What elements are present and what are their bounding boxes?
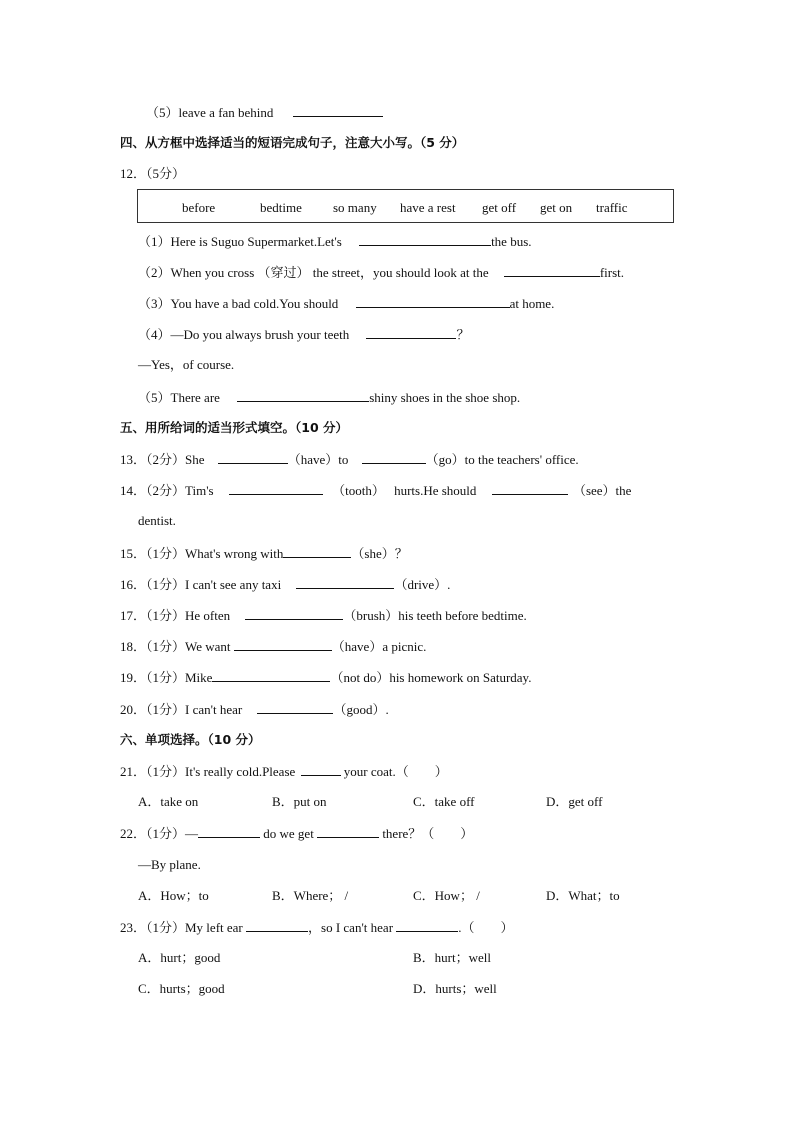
word-bank-item: have a rest (400, 200, 456, 215)
answer-blank[interactable] (245, 607, 343, 620)
q13 (120, 451, 579, 468)
q19-text: 19．（1分）Mike (120, 670, 213, 685)
q15-text: 15．（1分）What's wrong with (120, 546, 284, 561)
q14-hint: （tooth） (332, 483, 385, 498)
q21-text: 21．（1分）It's really cold.Please (120, 764, 296, 779)
q12-item4 (138, 326, 469, 343)
q20-hint: （good）. (333, 702, 389, 717)
answer-blank[interactable] (317, 825, 379, 838)
q22-option-d[interactable]: D．What；to (546, 888, 620, 903)
answer-blank[interactable] (504, 264, 600, 277)
q12-item5-post: shiny shoes in the shoe shop. (369, 390, 521, 405)
q21-option-b[interactable]: B．put on (272, 794, 327, 809)
q23-option-c[interactable]: C．hurts；good (138, 981, 225, 996)
q12-item3-post: at home. (509, 296, 555, 311)
q22-option-a[interactable]: A．How；to (138, 888, 209, 903)
q19-hint: （not do）his homework on Saturday. (330, 670, 532, 685)
q14-text-2: hurts.He should (394, 483, 477, 498)
answer-blank[interactable] (218, 451, 288, 464)
answer-blank[interactable] (246, 919, 308, 932)
answer-blank[interactable] (296, 576, 394, 589)
q22-text-3: there？（ ） (382, 826, 474, 841)
q17 (120, 607, 527, 624)
q18-text: 18．（1分）We want (120, 639, 231, 654)
q22-option-c[interactable]: C．How； / (413, 888, 480, 903)
q14 (120, 482, 631, 499)
q12-item3 (138, 295, 554, 312)
q14-continued: dentist. (138, 513, 176, 528)
q23-text: 23．（1分）My left ear (120, 920, 243, 935)
answer-blank[interactable] (356, 295, 510, 308)
section5-heading: 五、用所给词的适当形式填空。（10 分） (120, 420, 348, 435)
q12-item1-post: the bus. (491, 234, 532, 249)
answer-blank[interactable] (212, 669, 330, 682)
q12-item1-text: （1）Here is Suguo Supermarket.Let's (138, 234, 342, 249)
q12-item5-text: （5）There are (138, 390, 220, 405)
q21-option-a[interactable]: A．take on (138, 794, 199, 809)
section4-heading: 四、从方框中选择适当的短语完成句子，注意大小写。（5 分） (120, 135, 465, 150)
answer-blank[interactable] (293, 104, 383, 117)
q16-hint: （drive）. (394, 577, 451, 592)
q22-text: 22．（1分）— (120, 826, 199, 841)
q23 (120, 919, 514, 936)
answer-blank[interactable] (283, 545, 351, 558)
q15 (120, 545, 408, 562)
q21 (120, 763, 448, 780)
q16 (120, 576, 450, 593)
answer-blank[interactable] (234, 638, 332, 651)
word-bank-item: traffic (596, 200, 628, 215)
word-bank-box (137, 189, 674, 223)
answer-blank[interactable] (198, 825, 260, 838)
answer-blank[interactable] (229, 482, 323, 495)
q22-reply: —By plane. (138, 857, 201, 872)
q18 (120, 638, 426, 655)
word-bank-item: so many (333, 200, 377, 215)
answer-blank[interactable] (366, 326, 456, 339)
q16-text: 16．（1分）I can't see any taxi (120, 577, 282, 592)
q20-text: 20．（1分）I can't hear (120, 702, 243, 717)
q17-text: 17．（1分）He often (120, 608, 231, 623)
q12-item2-post: first. (599, 265, 625, 280)
q23-option-a[interactable]: A．hurt；good (138, 950, 221, 965)
answer-blank[interactable] (359, 233, 491, 246)
q23-option-b[interactable]: B．hurt；well (413, 950, 491, 965)
q12-item4-text: （4）—Do you always brush your teeth (138, 327, 350, 342)
q21-option-c[interactable]: C．take off (413, 794, 475, 809)
q22 (120, 825, 473, 842)
answer-blank[interactable] (257, 701, 333, 714)
q23-option-d[interactable]: D．hurts；well (413, 981, 497, 996)
q11-item5 (146, 104, 383, 121)
word-bank-item: before (182, 200, 216, 215)
word-bank-item: get off (482, 200, 517, 215)
q13-text: 13．（2分）She (120, 452, 205, 467)
q18-hint: （have）a picnic. (331, 639, 427, 654)
q21-text-2: your coat.（ ） (343, 764, 448, 779)
q22-text-2: do we get (263, 826, 314, 841)
q17-hint: （brush）his teeth before bedtime. (343, 608, 527, 623)
q14-hint-2: （see）the (572, 483, 632, 498)
q12-item5 (138, 389, 520, 406)
answer-blank[interactable] (301, 763, 341, 776)
q21-option-d[interactable]: D．get off (546, 794, 603, 809)
q13-hint: （have）to (287, 452, 349, 467)
q23-text-3: .（ ） (458, 920, 514, 935)
answer-blank[interactable] (396, 919, 458, 932)
answer-blank[interactable] (362, 451, 426, 464)
q12-item4-post: ？ (456, 327, 470, 342)
answer-blank[interactable] (492, 482, 568, 495)
q12-item3-text: （3）You have a bad cold.You should (138, 296, 339, 311)
q19 (120, 669, 531, 686)
section6-heading: 六、单项选择。（10 分） (120, 732, 261, 747)
q15-hint: （she）？ (351, 546, 408, 561)
q22-option-b[interactable]: B．Where； / (272, 888, 349, 903)
q12-item2 (138, 264, 624, 281)
q20 (120, 701, 389, 718)
q12-item2-text: （2）When you cross （穿过） the street，you should look at the (138, 265, 489, 280)
q23-text-2: ，so I can't hear (308, 920, 394, 935)
answer-blank[interactable] (237, 389, 369, 402)
q14-text: 14．（2分）Tim's (120, 483, 214, 498)
q12-item4-reply: —Yes，of course. (138, 357, 235, 372)
word-bank-item: bedtime (260, 200, 302, 215)
word-bank-item: get on (540, 200, 573, 215)
q11-item5-text: （5）leave a fan behind (146, 105, 274, 120)
q12-number: 12．（5分） (120, 166, 186, 181)
q12-item1 (138, 233, 532, 250)
q13-hint-2: （go）to the teachers' office. (425, 452, 579, 467)
